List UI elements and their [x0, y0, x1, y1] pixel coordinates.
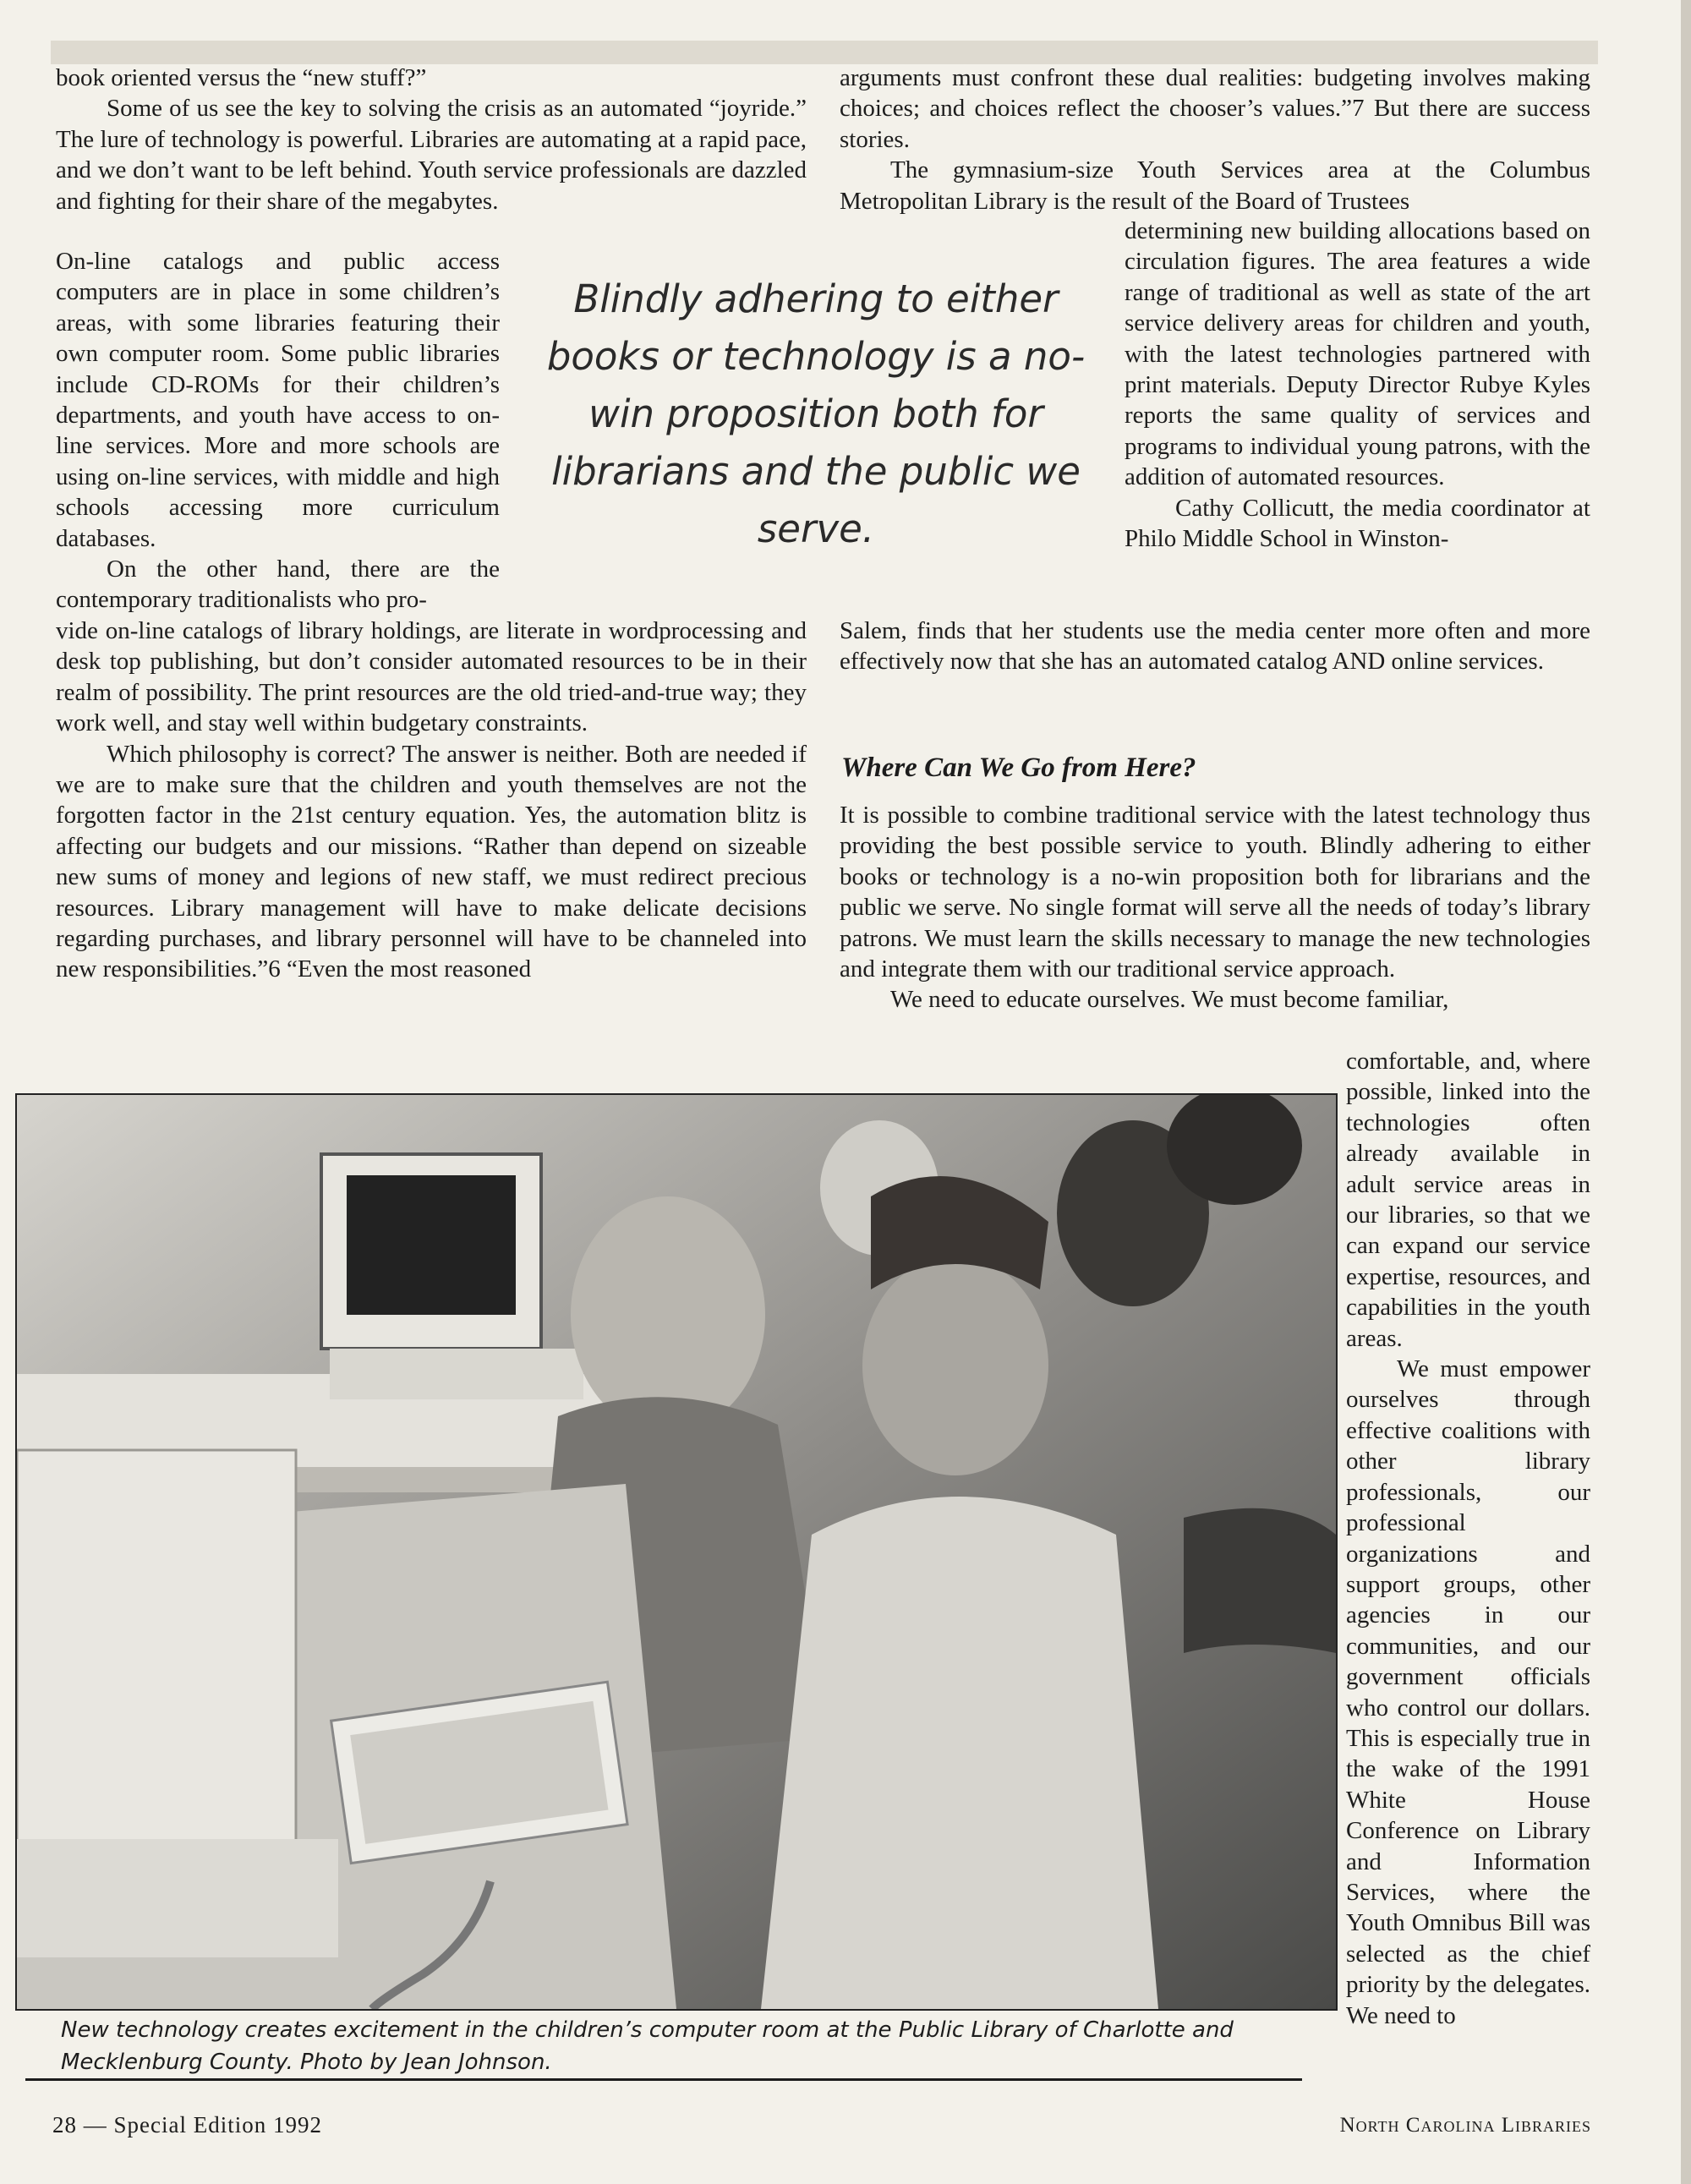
page-footer-left: 28 — Special Edition 1992: [52, 2112, 322, 2137]
col2-section: [840, 800, 1590, 1015]
paragraph: Some of us see the key to solving the crisis as an automated “joyride.” The lure of technology is powerful. Libraries are automating at a rapid pace, and we don’t want to be left behind. Youth service professionals are dazzled and fighting for their share of the megabytes.: [56, 95, 807, 215]
col1-bottom: [56, 616, 807, 985]
col2-narrow: [1125, 216, 1590, 554]
footer-rule: [25, 2078, 1302, 2081]
paragraph: We need to educate ourselves. We must become familiar,: [890, 986, 1449, 1014]
col1-narrow: [56, 246, 500, 616]
col2-top: [840, 63, 1590, 216]
paragraph: determining new building allocations based on circulation figures. The area features a wide range of traditional as well as state of the art service delivery areas for children and youth, with the latest technologies partnered with print materials. Deputy Director Rubye Kyles reports the same quality of services and programs to individual young patrons, with the addition of automated resources.: [1125, 217, 1590, 491]
paragraph: arguments must confront these dual realities: budgeting involves making choices; and choices reflect the chooser’s values.”7 But there are success stories.: [840, 64, 1590, 153]
paragraph: Salem, finds that her students use the media center more often and more effectively now that she has an automated catalog AND online services.: [840, 617, 1590, 676]
col2-mid: [840, 616, 1590, 677]
page-footer-right: North Carolina Libraries: [1339, 2114, 1591, 2137]
paragraph: The gymnasium-size Youth Services area at the Columbus Metropolitan Library is the result of the Board of Trustees: [840, 156, 1590, 215]
paragraph: On the other hand, there are the contemporary traditionalists who pro-: [56, 556, 500, 614]
photo-caption: New technology creates excitement in the children’s computer room at the Public Library of Charlotte and Mecklenburg County. Photo by Jean Johnson.: [61, 2017, 1234, 2075]
paragraph: Which philosophy is correct? The answer is neither. Both are needed if we are to make sure that the children and youth themselves are not the forgotten factor in the 21st century equation. Yes, the automation blitz is affecting our budgets and our missions. “Rather than depend on sizeable new sums of money and legions of new staff, we must redirect precious resources. Library management will have to make delicate decisions regarding purchases, and library personnel will have to be channeled into new responsibilities.”6 “Even the most reasoned: [56, 740, 807, 983]
bleed-through-band: [51, 41, 1598, 64]
paragraph: Cathy Collicutt, the media coordinator at Philo Middle School in Winston-: [1125, 494, 1590, 553]
section-heading: Where Can We Go from Here?: [841, 753, 1196, 783]
paragraph: comfortable, and, where possible, linked into the technologies often already available in adult service areas in our libraries, so that we can expand our service expertise, resources, and capabilities in the youth areas.: [1346, 1048, 1590, 1352]
photograph: [15, 1093, 1338, 2011]
photo-illustration: [17, 1095, 1336, 2009]
paragraph: We must empower ourselves through effective coalitions with other library professionals, our professional organizations and support groups, other agencies in our communities, and our government officials who control our dollars. This is especially true in the wake of the 1991 White House Conference on Library and Information Services, where the Youth Omnibus Bill was selected as the chief priority by the delegates. We need to: [1346, 1355, 1590, 2029]
col1-top: [56, 63, 807, 216]
paragraph: It is possible to combine traditional service with the latest technology thus providing the best possible service to youth. Blindly adhering to either books or technology is a no-win proposition both for librarians and the public we serve. No single format will serve all the needs of today’s library patrons. We must learn the skills necessary to manage the new technologies and integrate them with our traditional service approach.: [840, 802, 1590, 983]
page-edge: [1681, 0, 1691, 2184]
paragraph: book oriented versus the “new stuff?”: [56, 64, 427, 91]
col2-side: [1346, 1046, 1590, 2031]
paragraph: On-line catalogs and public access computers are in place in some children’s areas, with some libraries featuring their own computer room. Some public libraries include CD-ROMs for their children’s departments, and youth have access to on-line services. More and more schools are using on-line services, with middle and high schools accessing more curriculum databases.: [56, 248, 500, 552]
paragraph: vide on-line catalogs of library holdings, are literate in wordprocessing and desk top publishing, but don’t consider automated resources to be in their realm of possibility. The print resources are the old tried-and-true way; they work well, and stay well within budgetary constraints.: [56, 617, 807, 737]
pull-quote: Blindly adhering to either books or technology is a no-win proposition both for librarians and the public we serve.: [546, 276, 1086, 551]
